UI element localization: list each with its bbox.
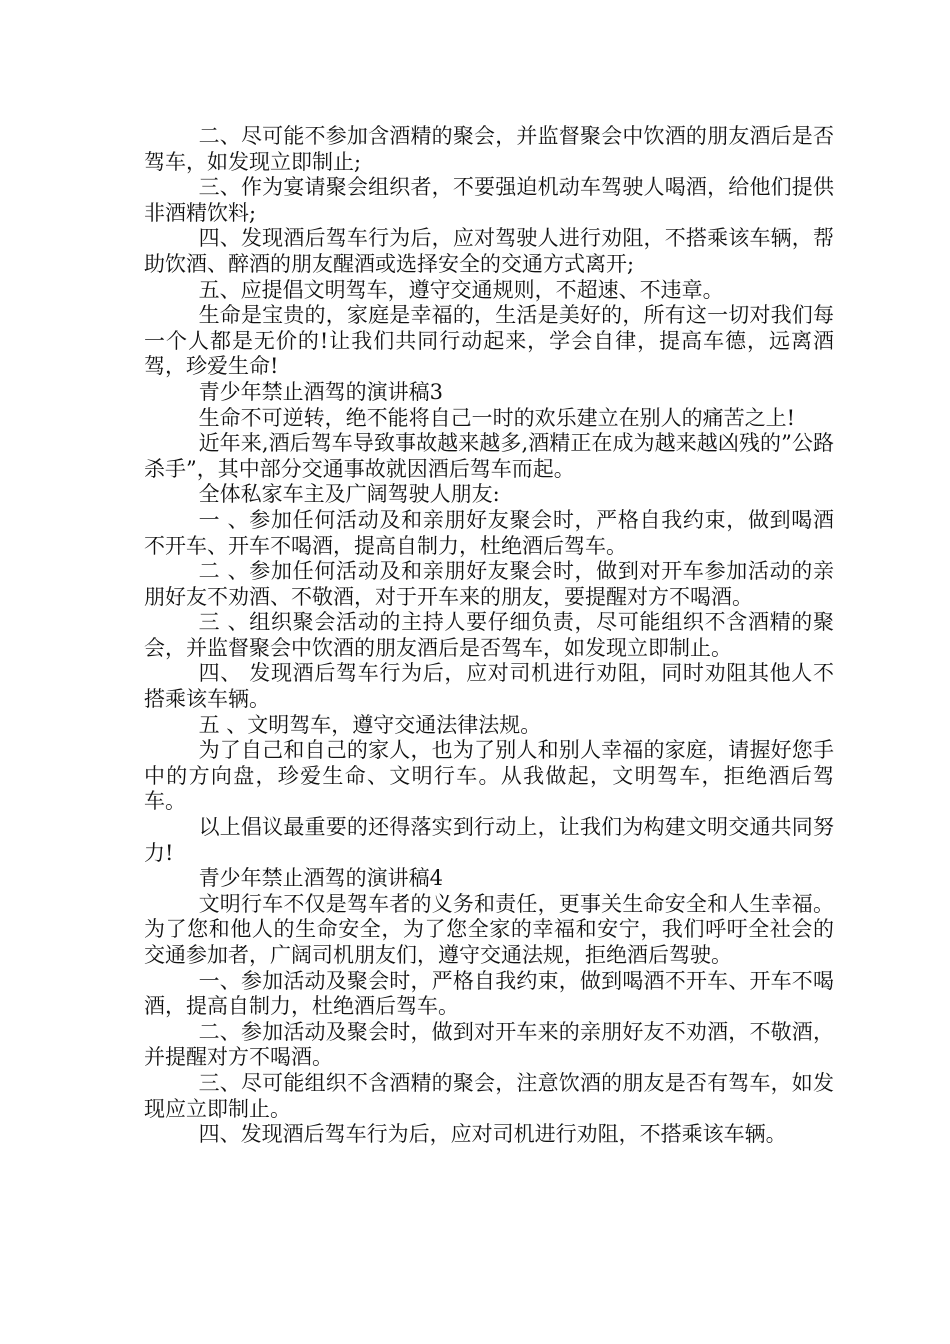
paragraph: 生命是宝贵的，家庭是幸福的，生活是美好的，所有这一切对我们每一个人都是无价的!让我们共同行动起来，学会自律，提高车德，远离酒驾，珍爱生命! (144, 303, 834, 379)
paragraph: 二 、参加任何活动及和亲朋好友聚会时，做到对开车参加活动的亲朋好友不劝酒、不敬酒，对于开车来的朋友，要提醒对方不喝酒。 (144, 559, 834, 609)
paragraph: 近年来,酒后驾车导致事故越来越多,酒精正在成为越来越凶残的”公路杀手”，其中部分交通事故就因酒后驾车而起。 (144, 431, 834, 481)
paragraph: 四、 发现酒后驾车行为后，应对司机进行劝阻，同时劝阻其他人不搭乘该车辆。 (144, 661, 834, 712)
paragraph: 以上倡议最重要的还得落实到行动上，让我们为构建文明交通共同努力! (144, 815, 834, 865)
paragraph: 三、作为宴请聚会组织者，不要强迫机动车驾驶人喝酒，给他们提供非酒精饮料; (144, 175, 834, 225)
paragraph: 三 、组织聚会活动的主持人要仔细负责，尽可能组织不含酒精的聚会，并监督聚会中饮酒的朋友酒后是否驾车，如发现立即制止。 (144, 610, 834, 660)
paragraph: 为了自己和自己的家人，也为了别人和别人幸福的家庭，请握好您手中的方向盘，珍爱生命、文明行车。从我做起，文明驾车，拒绝酒后驾车。 (144, 738, 834, 814)
paragraph: 二、尽可能不参加含酒精的聚会，并监督聚会中饮酒的朋友酒后是否驾车，如发现立即制止; (144, 124, 834, 174)
paragraph: 四、发现酒后驾车行为后，应对驾驶人进行劝阻，不搭乘该车辆，帮助饮酒、醉酒的朋友醒酒或选择安全的交通方式离开; (144, 226, 834, 276)
paragraph: 文明行车不仅是驾车者的义务和责任，更事关生命安全和人生幸福。为了您和他人的生命安全，为了您全家的幸福和安宁，我们呼吁全社会的交通参加者，广阔司机朋友们，遵守交通法规，拒绝酒后驾驶。 (144, 891, 834, 967)
document-page (144, 124, 834, 1148)
paragraph: 五、应提倡文明驾车，遵守交通规则，不超速、不违章。 (198, 277, 724, 302)
paragraph: 五 、文明驾车，遵守交通法律法规。 (198, 712, 542, 737)
paragraph: 一 、参加任何活动及和亲朋好友聚会时，严格自我约束，做到喝酒不开车、开车不喝酒，提高自制力，杜绝酒后驾车。 (144, 507, 834, 558)
paragraph: 三、尽可能组织不含酒精的聚会，注意饮酒的朋友是否有驾车，如发现应立即制止。 (144, 1070, 834, 1121)
paragraph: 一、参加活动及聚会时，严格自我约束，做到喝酒不开车、开车不喝酒，提高自制力，杜绝酒后驾车。 (144, 968, 834, 1019)
section-title: 青少年禁止酒驾的演讲稿3 (198, 379, 443, 404)
paragraph: 生命不可逆转，绝不能将自己一时的欢乐建立在别人的痛苦之上! (198, 405, 796, 430)
paragraph: 二、参加活动及聚会时，做到对开车来的亲朋好友不劝酒，不敬酒，并提醒对方不喝酒。 (144, 1019, 834, 1070)
section-title: 青少年禁止酒驾的演讲稿4 (198, 866, 443, 891)
paragraph: 全体私家车主及广阔驾驶人朋友: (198, 482, 500, 507)
paragraph: 四、发现酒后驾车行为后，应对司机进行劝阻，不搭乘该车辆。 (198, 1122, 787, 1147)
